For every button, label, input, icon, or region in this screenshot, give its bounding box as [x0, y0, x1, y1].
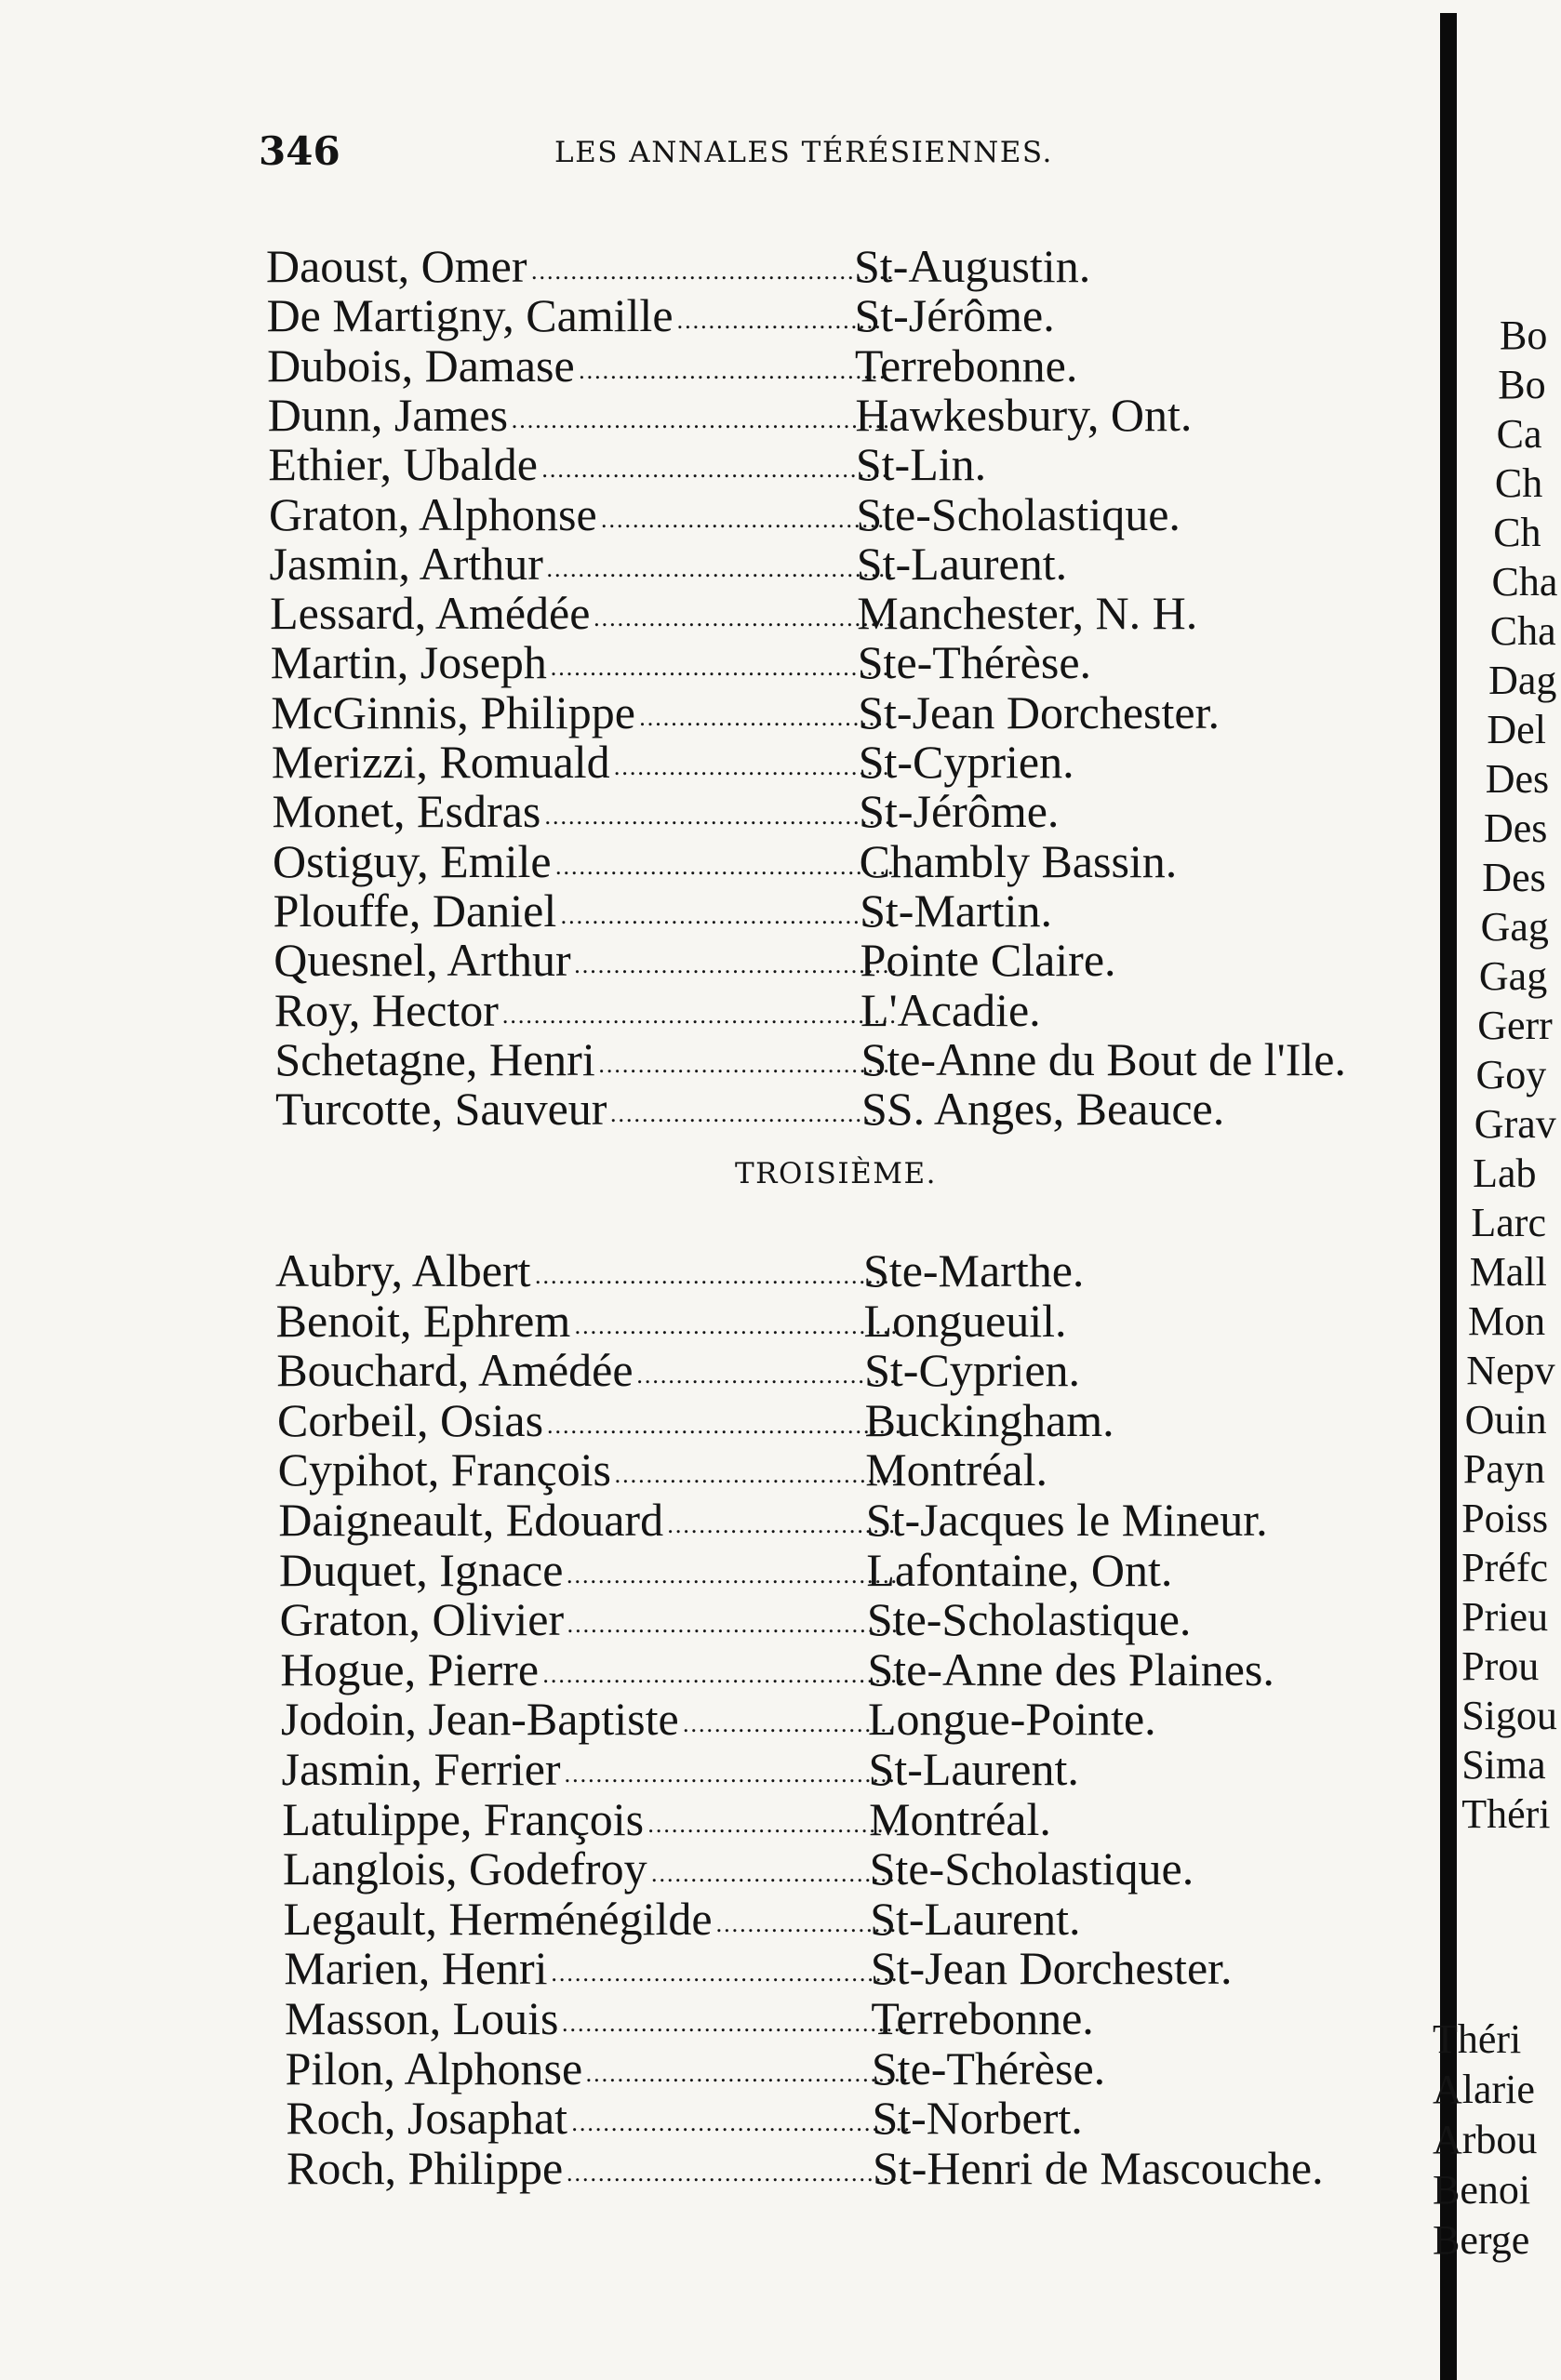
list-entry: [272, 736, 1425, 788]
leader-dots: ............................................: [541, 456, 890, 484]
page-number: 346: [259, 128, 340, 174]
list-entry: [271, 686, 1424, 738]
student-parish: St-Laurent.: [856, 537, 1068, 590]
student-parish: Ste-Scholastique.: [856, 487, 1181, 540]
list-entry: [282, 1793, 1435, 1845]
list-entry: [280, 1643, 1434, 1695]
student-name: Duquet, Ignace: [279, 1543, 564, 1596]
student-name: Aubry, Albert: [275, 1244, 531, 1296]
student-parish: St-Martin.: [860, 884, 1053, 937]
student-parish: Lafontaine, Ont.: [866, 1543, 1173, 1596]
margin-fragment: Préfc: [1461, 1545, 1549, 1590]
student-parish: St-Lin.: [855, 438, 987, 491]
leader-dots: ....................................: [610, 1100, 895, 1128]
student-name: Cypihot, François: [277, 1443, 611, 1496]
list-entry: [282, 1743, 1435, 1795]
student-parish: Longueuil.: [863, 1294, 1067, 1347]
list-entry: [280, 1593, 1434, 1645]
leader-dots: ...........................................: [571, 2109, 912, 2137]
student-parish: St-Laurent.: [868, 1743, 1079, 1795]
student-parish: St-Augustin.: [854, 240, 1091, 292]
leader-dots: ............................................: [544, 803, 893, 831]
leader-dots: ..........................................: [567, 1561, 899, 1589]
student-name: Jasmin, Arthur: [269, 537, 543, 590]
leader-dots: ..........................: [676, 307, 883, 335]
leader-dots: ............................................: [562, 2010, 910, 2037]
student-name: Latulippe, François: [282, 1792, 645, 1845]
list-entry: [274, 934, 1427, 986]
leader-dots: .............................................: [547, 1411, 903, 1439]
student-parish: St-Jean Dorchester.: [858, 685, 1220, 738]
student-parish: St-Cyprien.: [864, 1344, 1081, 1397]
student-name: Plouffe, Daniel: [273, 884, 557, 937]
leader-dots: ...........................................: [555, 852, 896, 880]
list-entry: [275, 1244, 1429, 1296]
student-parish: Longue-Pointe.: [868, 1693, 1156, 1746]
list-entry: [274, 1033, 1428, 1085]
student-parish: Terrebonne.: [871, 1992, 1094, 2044]
student-parish: Ste-Scholastique.: [866, 1593, 1192, 1646]
margin-fragment: Prieu: [1461, 1594, 1549, 1640]
leader-dots: ............................................: [546, 554, 895, 582]
margin-fragment: Berge: [1433, 2217, 1530, 2263]
student-name: Jasmin, Ferrier: [281, 1743, 561, 1795]
list-entry: [270, 538, 1423, 590]
margin-fragment: Gag: [1478, 953, 1548, 999]
student-name: Quesnel, Arthur: [274, 934, 571, 987]
student-parish: Ste-Marthe.: [863, 1244, 1085, 1296]
list-entry: [274, 984, 1428, 1036]
leader-dots: .....................................: [598, 1050, 891, 1078]
margin-fragment: Des: [1484, 805, 1548, 851]
student-parish: St-Norbert.: [872, 2092, 1083, 2145]
leader-dots: ..............................................: [535, 1262, 899, 1289]
list-entry: [278, 1443, 1432, 1496]
list-entry: [276, 1344, 1430, 1396]
leader-dots: ..............................................: [542, 1660, 907, 1688]
student-parish: St-Jacques le Mineur.: [865, 1494, 1268, 1546]
student-name: Roch, Josaphat: [286, 2092, 568, 2145]
student-name: Graton, Alphonse: [268, 487, 597, 540]
list-entry: [275, 1083, 1429, 1135]
list-entry: [269, 488, 1422, 540]
leader-dots: ................................: [651, 1860, 904, 1888]
list-entry: [273, 835, 1426, 887]
student-name: Benoit, Ephrem: [275, 1294, 571, 1347]
student-parish: SS. Anges, Beauce.: [861, 1083, 1225, 1136]
student-name: Dubois, Damase: [267, 339, 575, 392]
list-entry: [281, 1693, 1434, 1745]
student-name: Merizzi, Romuald: [271, 736, 610, 788]
leader-dots: ..........................................: [567, 1611, 900, 1639]
margin-fragment: Cha: [1491, 559, 1558, 605]
list-entry: [270, 587, 1423, 639]
margin-fragment: Lab: [1473, 1150, 1537, 1196]
list-entry: [274, 884, 1427, 937]
leader-dots: ....................................: [600, 505, 886, 533]
list-entry: [276, 1295, 1430, 1347]
margin-fragment: Arbou: [1433, 2117, 1538, 2162]
leader-dots: ...........................................: [564, 1761, 905, 1788]
student-parish: St-Henri de Mascouche.: [873, 2141, 1324, 2194]
student-parish: Ste-Anne du Bout de l'Ile.: [861, 1032, 1346, 1085]
margin-fragment: Mon: [1468, 1298, 1546, 1344]
margin-fragment: Dag: [1488, 658, 1557, 703]
student-parish: Terrebonne.: [854, 339, 1078, 392]
student-name: Langlois, Godefroy: [283, 1842, 647, 1895]
leader-dots: ....................................: [614, 1461, 900, 1489]
leader-dots: ......................................: [594, 605, 895, 632]
list-entry: [278, 1494, 1432, 1546]
margin-fragment: Des: [1485, 756, 1550, 802]
leader-dots: .................................: [636, 1362, 898, 1389]
student-name: Roy, Hector: [274, 983, 499, 1036]
margin-fragment: Gag: [1480, 904, 1549, 950]
student-name: Jodoin, Jean-Baptiste: [281, 1693, 679, 1746]
student-name: De Martigny, Camille: [266, 289, 674, 342]
margin-fragment: Prou: [1461, 1643, 1540, 1689]
leader-dots: .........................................: [574, 1311, 900, 1339]
student-name: Schetagne, Henri: [274, 1032, 595, 1085]
list-entry: [284, 1942, 1437, 1994]
margin-fragment: Sigou: [1461, 1693, 1557, 1738]
student-parish: Montréal.: [865, 1443, 1047, 1496]
student-parish: St-Jérôme.: [859, 785, 1060, 838]
student-name: Martin, Joseph: [270, 636, 547, 689]
student-name: Turcotte, Sauveur: [275, 1083, 607, 1136]
margin-fragment: Payn: [1462, 1446, 1545, 1492]
leader-dots: .........................................: [574, 951, 899, 979]
list-entry: [267, 339, 1421, 392]
running-title: LES ANNALES TÉRÉSIENNES.: [554, 136, 1053, 169]
leader-dots: ..............................................: [531, 258, 895, 285]
list-entry: [283, 1842, 1436, 1895]
margin-fragment: Poiss: [1461, 1496, 1549, 1541]
leader-dots: ................................: [639, 703, 893, 731]
student-name: Daoust, Omer: [266, 240, 527, 292]
student-parish: Pointe Claire.: [860, 934, 1116, 987]
margin-fragment: Théri: [1433, 2016, 1522, 2062]
margin-fragment: Grav: [1474, 1101, 1556, 1147]
list-entry: [272, 785, 1425, 837]
margin-fragment: Gerr: [1477, 1003, 1553, 1048]
student-parish: Chambly Bassin.: [859, 834, 1178, 887]
leader-dots: ................................................: [511, 406, 891, 433]
student-name: Ethier, Ubalde: [268, 438, 538, 491]
margin-fragment: Sima: [1461, 1742, 1546, 1788]
student-parish: St-Jérôme.: [854, 289, 1055, 342]
margin-fragment: Larc: [1471, 1200, 1546, 1245]
student-name: Corbeil, Osias: [277, 1393, 544, 1446]
margin-fragment: Bo: [1498, 362, 1546, 407]
margin-fragment: Nepv: [1466, 1348, 1555, 1393]
list-entry: [268, 389, 1421, 441]
student-name: Masson, Louis: [285, 1992, 559, 2044]
student-name: Dunn, James: [267, 388, 509, 441]
margin-fragment: Benoi: [1433, 2167, 1531, 2213]
list-entry: [285, 1992, 1438, 2044]
margin-fragment: Ca: [1496, 411, 1542, 457]
student-parish: Ste-Scholastique.: [869, 1842, 1194, 1895]
student-parish: Hawkesbury, Ont.: [855, 388, 1193, 441]
leader-dots: .............................: [667, 1511, 897, 1538]
leader-dots: .............................................: [551, 1960, 907, 1988]
student-parish: St-Laurent.: [870, 1892, 1081, 1945]
student-parish: Ste-Anne des Plaines.: [867, 1642, 1274, 1695]
list-entry: [287, 2142, 1440, 2194]
list-entry: [286, 2042, 1439, 2094]
student-parish: L'Acadie.: [861, 983, 1041, 1036]
list-entry: [284, 1893, 1437, 1945]
student-name: Legault, Herménégilde: [283, 1892, 713, 1945]
margin-fragment: Del: [1487, 707, 1546, 752]
student-name: Pilon, Alphonse: [285, 2041, 583, 2094]
student-name: Lessard, Amédée: [270, 587, 591, 640]
student-parish: Manchester, N. H.: [857, 587, 1198, 640]
leader-dots: ..........................................: [560, 901, 893, 929]
leader-dots: ...................................: [613, 753, 891, 780]
student-name: Monet, Esdras: [272, 785, 541, 838]
margin-fragment: Théri: [1461, 1791, 1551, 1837]
student-name: Marien, Henri: [284, 1942, 548, 1995]
leader-dots: ...........................................: [550, 654, 891, 682]
list-entry: [266, 240, 1420, 292]
margin-fragment: Bo: [1500, 312, 1548, 358]
margin-fragment: Des: [1482, 855, 1546, 900]
leader-dots: .......................: [715, 1909, 899, 1937]
list-entry: [268, 438, 1421, 490]
margin-fragment: Ouin: [1464, 1397, 1547, 1443]
student-parish: Ste-Thérèse.: [857, 636, 1092, 689]
student-parish: Buckingham.: [864, 1393, 1114, 1446]
student-name: Graton, Olivier: [279, 1593, 565, 1646]
margin-fragment: Mall: [1469, 1249, 1547, 1295]
leader-dots: ..................................................: [501, 1001, 898, 1029]
student-name: Bouchard, Amédée: [276, 1344, 634, 1397]
margin-fragment: Alarie: [1433, 2067, 1535, 2112]
list-entry: [279, 1544, 1433, 1596]
leader-dots: .......................................: [579, 356, 887, 384]
margin-fragment: Ch: [1493, 510, 1541, 555]
list-entry: [277, 1394, 1431, 1446]
student-parish: St-Cyprien.: [858, 736, 1074, 788]
leader-dots: ...........................: [683, 1710, 897, 1738]
page-header: [259, 128, 1133, 184]
student-parish: Montréal.: [869, 1792, 1051, 1845]
student-name: Hogue, Pierre: [280, 1642, 540, 1695]
leader-dots: ...........................................: [567, 2159, 907, 2187]
student-name: Roch, Philippe: [287, 2141, 564, 2194]
leader-dots: .........................................: [585, 2059, 911, 2087]
student-parish: Ste-Thérèse.: [871, 2041, 1106, 2094]
student-name: Ostiguy, Emile: [273, 834, 552, 887]
list-entry: [267, 289, 1421, 341]
student-name: Daigneault, Edouard: [278, 1494, 664, 1546]
list-entry: [286, 2092, 1439, 2144]
student-parish: St-Jean Dorchester.: [870, 1942, 1233, 1995]
margin-fragment: Cha: [1489, 608, 1556, 654]
list-entry: [271, 636, 1424, 688]
section-title: TROISIÈME.: [735, 1157, 938, 1190]
student-name: McGinnis, Philippe: [271, 685, 635, 738]
margin-fragment: Goy: [1475, 1052, 1547, 1097]
leader-dots: ................................: [647, 1810, 901, 1838]
margin-fragment: Ch: [1494, 460, 1543, 506]
